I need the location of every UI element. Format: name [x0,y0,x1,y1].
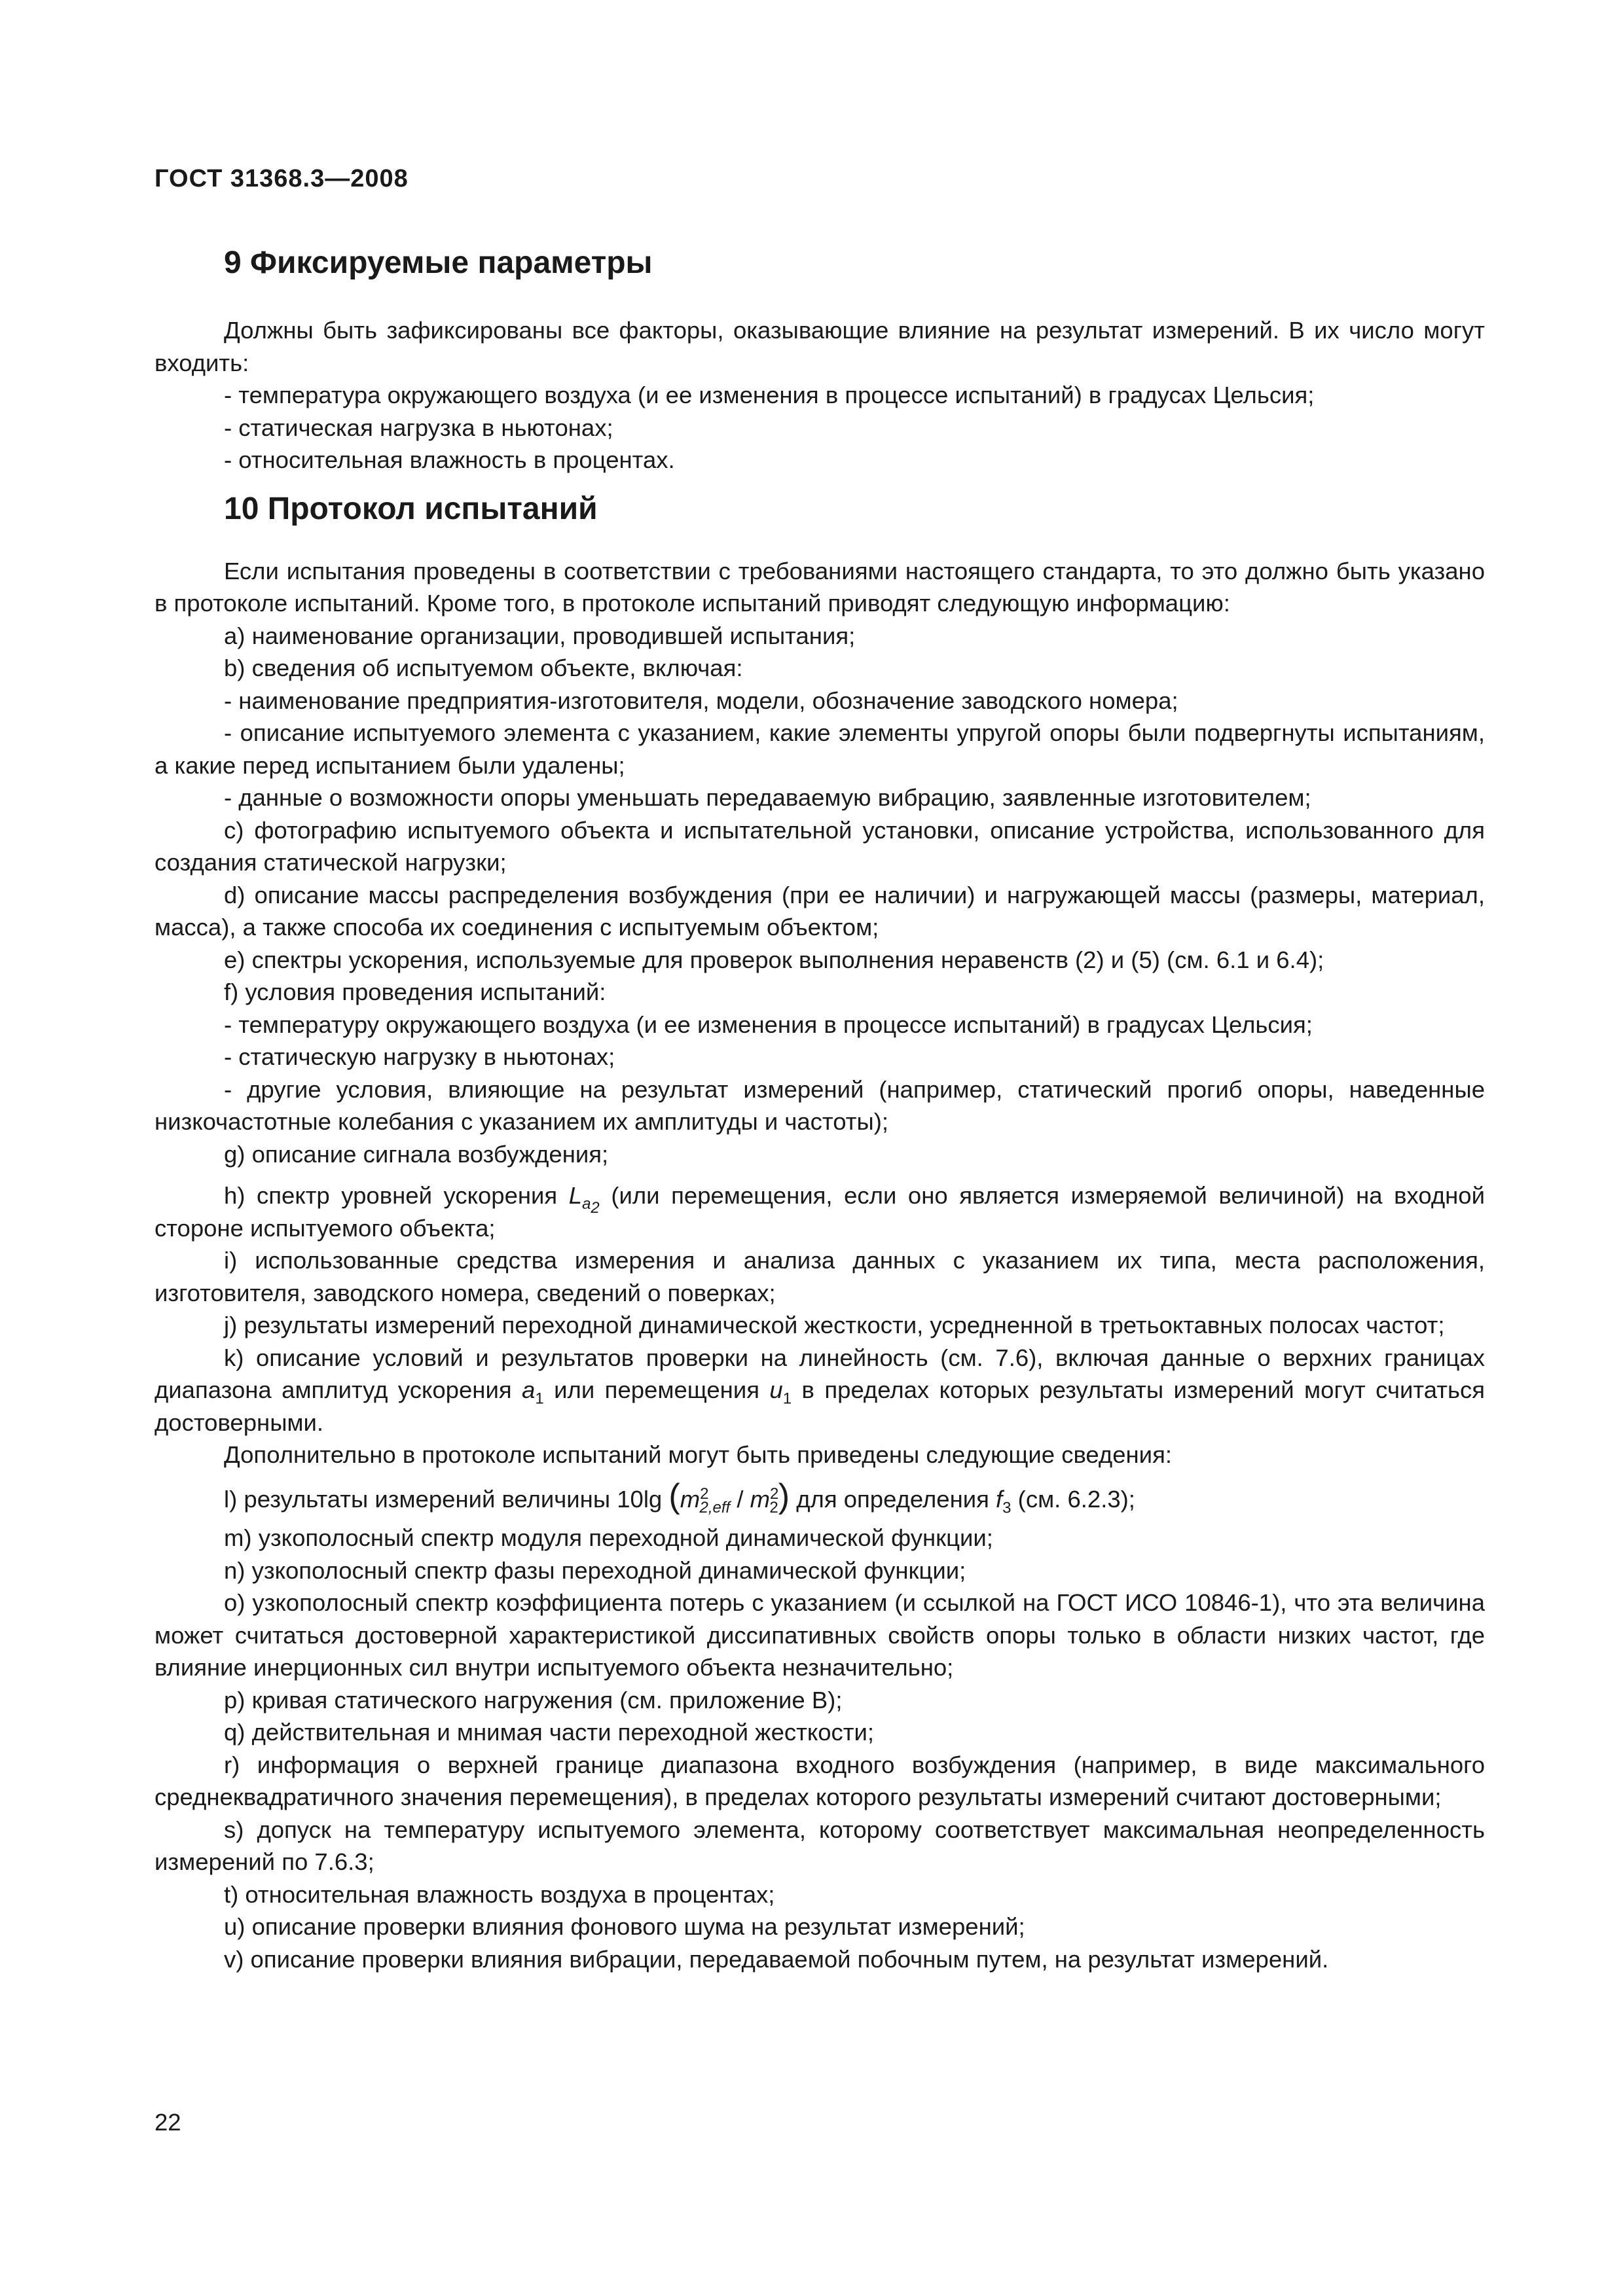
list-item: n) узкополосный спектр фазы переходной динамической функции; [224,1556,966,1584]
document-code: ГОСТ 31368.3—2008 [155,165,409,192]
list-item-k: k) описание условий и результатов проверки на линейность (см. 7.6), включая данные о верхних границах диапазона амплитуд ускорения $a_1$ или перемещения $u_1$ в пределах которых результаты измерений могут считаться достоверными. [155,1344,1485,1436]
list-item-l: l) результаты измерений величины 10lg $(m^2_{2,eff} / m^2_2)$ для определения $f_3$ (см. 6.2.3); [224,1477,1135,1516]
acceleration-level-symbol: $L_{a_2}$ [568,1182,600,1217]
section-9-item: - температура окружающего воздуха (и ее изменения в процессе испытаний) в градусах Цельсия; [224,382,1315,408]
list-item: u) описание проверки влияния фонового шума на результат измерений; [224,1913,1025,1940]
list-item: - другие условия, влияющие на результат измерений (например, статический прогиб опоры, наведенные низкочастотные колебания с указанием их амплитуды и частоты); [155,1075,1485,1135]
list-item: e) спектры ускорения, используемые для проверок выполнения неравенств (2) и (5) (см. 6.1 и 6.4); [224,946,1324,973]
list-item: s) допуск на температуру испытуемого элемента, которому соответствует максимальная неопределенность измерений по 7.6.3; [155,1816,1485,1875]
list-item: o) узкополосный спектр коэффициента потерь с указанием (и ссылкой на ГОСТ ИСО 10846-1), что эта величина может считаться достоверной характеристикой диссипативных свойств опоры только в области низких частот, где влияние инерционных сил внутри испытуемого объекта незначительно; [155,1589,1485,1681]
section-10-heading: 10 Протокол испытаний [224,491,598,526]
list-item: t) относительная влажность воздуха в процентах; [224,1880,775,1908]
list-item: f) условия проведения испытаний: [224,978,606,1005]
section-9-item: - относительная влажность в процентах. [224,446,675,473]
list-item: c) фотографию испытуемого объекта и испытательной установки, описание устройства, использованного для создания статической нагрузки; [155,816,1485,876]
list-item-h: h) спектр уровней ускорения $L_{a_2}$ (или перемещения, если оно является измеряемой величиной) на входной стороне испытуемого объекта; [155,1182,1485,1242]
list-item: - наименование предприятия-изготовителя, модели, обозначение заводского номера; [224,687,1178,714]
page-number: 22 [155,2109,181,2136]
additional-intro: Дополнительно в протоколе испытаний могут быть приведены следующие сведения: [224,1441,1172,1468]
section-10-intro: Если испытания проведены в соответствии с требованиями настоящего стандарта, то это должно быть указано в протоколе испытаний. Кроме того, в протоколе испытаний приводят следующую информацию: [155,557,1485,617]
list-item: r) информация о верхней границе диапазона входного возбуждения (например, в виде максимального среднеквадратичного значения перемещения), в пределах которого результаты измерений считают достоверными; [155,1751,1485,1810]
list-item: j) результаты измерений переходной динамической жесткости, усредненной в третьоктавных полосах частот; [224,1312,1445,1338]
list-item: p) кривая статического нагружения (см. приложение В); [224,1686,843,1713]
list-item: g) описание сигнала возбуждения; [224,1140,609,1168]
list-item: m) узкополосный спектр модуля переходной динамической функции; [224,1524,993,1551]
list-item: d) описание массы распределения возбуждения (при ее наличии) и нагружающей массы (размеры, материал, масса), а также способа их соединения с испытуемым объектом; [155,881,1485,941]
list-item: q) действительная и мнимая части переходной жесткости; [224,1719,875,1746]
list-item: - статическую нагрузку в ньютонах; [224,1043,615,1070]
list-item: a) наименование организации, проводившей испытания; [224,622,856,649]
list-item: - описание испытуемого элемента с указанием, какие элементы упругой опоры были подвергнуты испытаниям, а какие перед испытанием были удалены; [155,719,1485,779]
section-9-intro: Должны быть зафиксированы все факторы, оказывающие влияние на результат измерений. В их число могут входить: [155,317,1485,376]
list-item: i) использованные средства измерения и анализа данных с указанием их типа, места расположения, изготовителя, заводского номера, сведений о поверках; [155,1247,1485,1306]
list-item: v) описание проверки влияния вибрации, передаваемой побочным путем, на результат измерений. [224,1945,1329,1973]
section-9-item: - статическая нагрузка в ньютонах; [224,414,613,441]
list-item: b) сведения об испытуемом объекте, включая: [224,655,743,681]
section-9-heading: 9 Фиксируемые параметры [224,245,653,280]
formula: 10lg $(m^2_{2,eff} / m^2_2)$ [617,1477,790,1516]
list-item: - температуру окружающего воздуха (и ее изменения в процессе испытаний) в градусах Цельсия; [224,1011,1313,1038]
page-body [155,243,1485,1975]
list-item: - данные о возможности опоры уменьшать передаваемую вибрацию, заявленные изготовителем; [224,784,1311,811]
